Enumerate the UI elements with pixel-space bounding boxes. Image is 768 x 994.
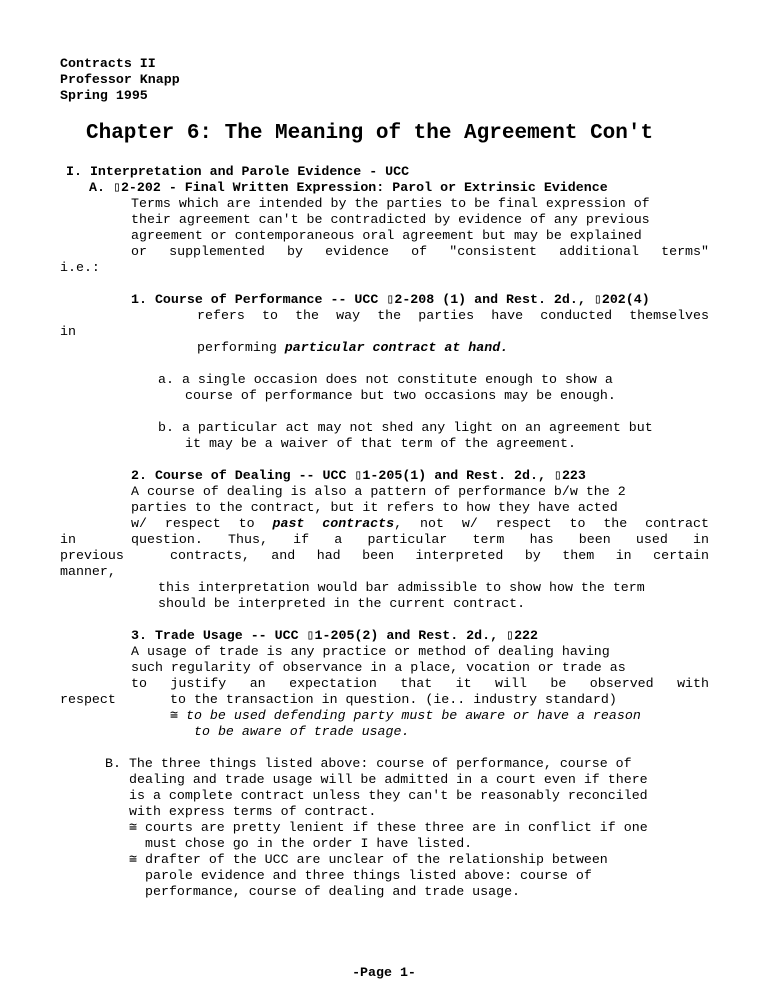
semester: Spring 1995 [60, 88, 148, 103]
item-1-text-1: refers to the way the parties have conducted themselves [197, 308, 709, 323]
page-number: -Page 1- [352, 965, 416, 980]
item-2-text-5: contracts, and had been interpreted by them in certain [170, 548, 709, 563]
section-b-text-2: dealing and trade usage will be admitted in a court even if there [129, 772, 648, 787]
item-2-text-3-post: , not w/ respect to the contract [394, 516, 709, 531]
item-2-text-1: A course of dealing is also a pattern of performance b/w the 2 [131, 484, 626, 499]
section-i-heading: I. Interpretation and Parole Evidence - UCC [66, 164, 410, 179]
page-title: Chapter 6: The Meaning of the Agreement Con't [86, 122, 654, 145]
item-2-text-2: parties to the contract, but it refers to how they have acted [131, 500, 618, 515]
section-b-bullet-2-line-2: parole evidence and three things listed above: course of [145, 868, 592, 883]
item-3-note-1: ≅ to be used defending party must be aware or have a reason [170, 708, 641, 723]
section-b-bullet-1-line-2: must chose go in the order I have listed. [145, 836, 473, 851]
section-b-text-1: B. The three things listed above: course of performance, course of [105, 756, 632, 771]
item-2-text-4: question. Thus, if a particular term has been used in [131, 532, 709, 547]
item-1-emphasis: particular contract at hand. [284, 340, 509, 355]
item-2-text-6: this interpretation would bar admissible to show how the term [158, 580, 645, 595]
item-1-b-line-2: it may be a waiver of that term of the agreement. [185, 436, 576, 451]
section-b-bullet-1-line-1: ≅ courts are pretty lenient if these three are in conflict if one [129, 820, 648, 835]
item-2-margin-manner: manner, [60, 564, 116, 579]
section-b-text-3: is a complete contract unless they can't be reasonably reconciled [129, 788, 648, 803]
professor-name: Professor Knapp [60, 72, 180, 87]
item-3-note-2: to be aware of trade usage. [194, 724, 410, 739]
section-b-text-4: with express terms of contract. [129, 804, 377, 819]
section-a-text-4: or supplemented by evidence of "consistent additional terms" [131, 244, 709, 259]
section-b-bullet-2-line-1: ≅ drafter of the UCC are unclear of the relationship between [129, 852, 608, 867]
section-a-text-1: Terms which are intended by the parties to be final expression of [131, 196, 650, 211]
item-1-text-2-pre: performing [197, 340, 285, 355]
item-2-text-3 [131, 516, 709, 532]
item-1-a-line-2: course of performance but two occasions may be enough. [185, 388, 616, 403]
item-2-margin-previous: previous [60, 548, 124, 563]
item-2-emphasis: past contracts [272, 516, 395, 531]
item-1-heading: 1. Course of Performance -- UCC ▯2-208 (1) and Rest. 2d., ▯202(4) [131, 292, 650, 307]
course-name: Contracts II [60, 56, 156, 71]
item-1-text-2 [197, 340, 508, 356]
item-2-heading: 2. Course of Dealing -- UCC ▯1-205(1) and Rest. 2d., ▯223 [131, 468, 586, 483]
section-b-bullet-2-line-3: performance, course of dealing and trade usage. [145, 884, 521, 899]
item-1-a-line-1: a. a single occasion does not constitute enough to show a [158, 372, 613, 387]
item-3-margin-respect: respect [60, 692, 116, 707]
section-a-text-3: agreement or contemporaneous oral agreement but may be explained [131, 228, 642, 243]
item-3-text-4: to the transaction in question. (ie.. industry standard) [170, 692, 617, 707]
section-a-text-2: their agreement can't be contradicted by evidence of any previous [131, 212, 650, 227]
item-2-text-3-pre: w/ respect to [131, 516, 273, 531]
section-a-heading: A. ▯2-202 - Final Written Expression: Parol or Extrinsic Evidence [89, 180, 608, 195]
item-3-heading: 3. Trade Usage -- UCC ▯1-205(2) and Rest. 2d., ▯222 [131, 628, 539, 643]
ie-label: i.e.: [60, 260, 100, 275]
item-3-text-3: to justify an expectation that it will be observed with [131, 676, 709, 691]
item-2-margin-in: in [60, 532, 76, 547]
item-2-text-7: should be interpreted in the current contract. [158, 596, 526, 611]
item-3-text-1: A usage of trade is any practice or method of dealing having [131, 644, 610, 659]
item-1-margin-in: in [60, 324, 76, 339]
item-3-text-2: such regularity of observance in a place, vocation or trade as [131, 660, 626, 675]
item-1-b-line-1: b. a particular act may not shed any light on an agreement but [158, 420, 653, 435]
